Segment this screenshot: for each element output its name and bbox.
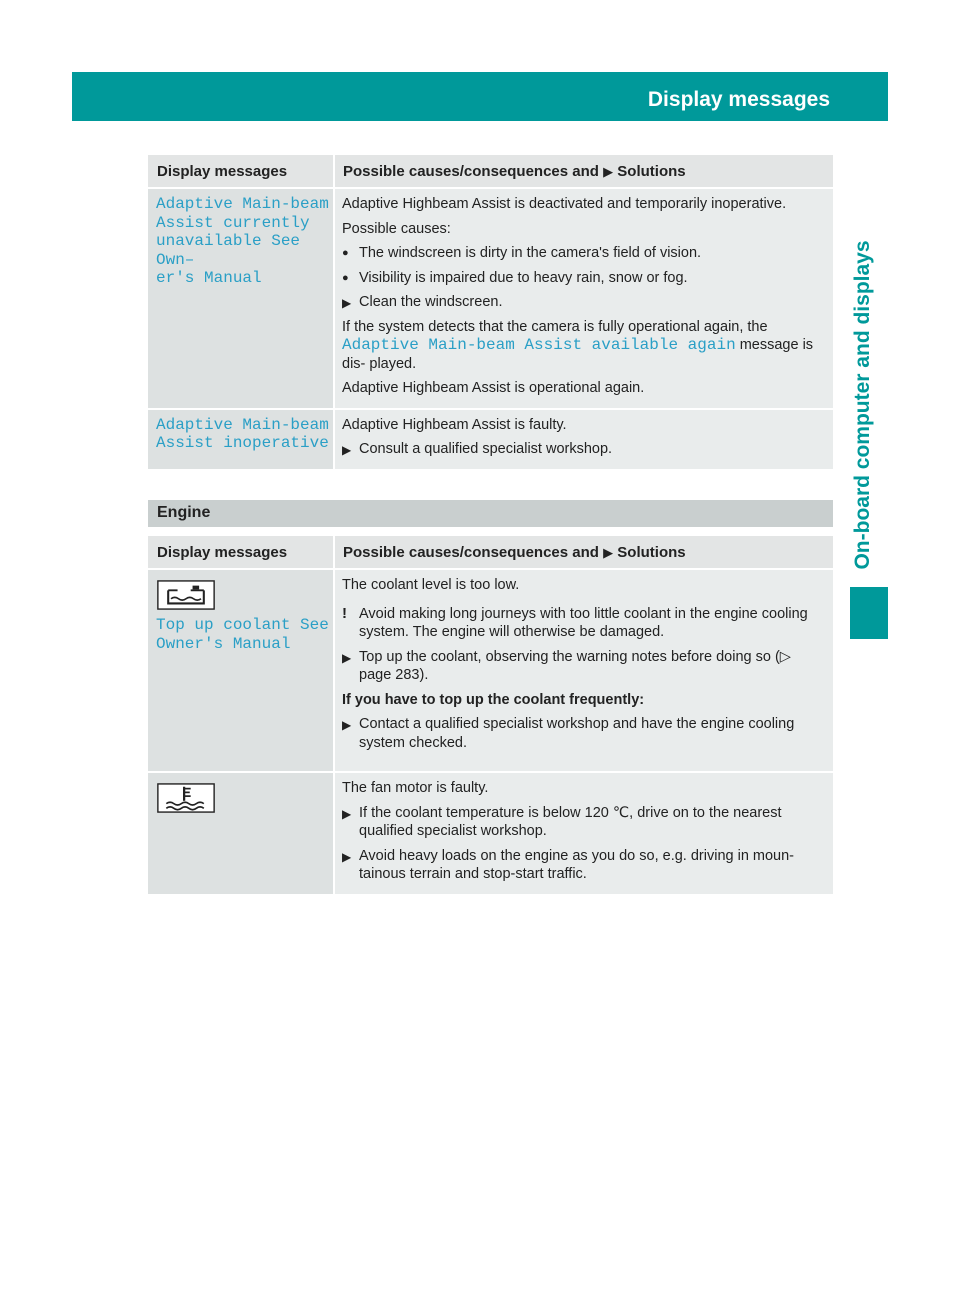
message-cell xyxy=(148,773,335,894)
warning-icon: ! xyxy=(342,604,347,622)
action-item: ▶ Top up the coolant, observing the warning notes before doing so (▷ page 283). xyxy=(342,648,791,683)
causes-label: Possible causes: xyxy=(342,220,451,237)
table-header-row xyxy=(148,155,833,187)
display-message-line: unavailable See Own– xyxy=(156,232,301,269)
display-message-line: er's Manual xyxy=(156,269,262,287)
causes-cell xyxy=(335,773,833,894)
display-message-line: Assist currently xyxy=(156,213,310,232)
side-tab-text: On-board computer and displays xyxy=(851,240,874,570)
cause-intro: The coolant level is too low. xyxy=(342,577,520,593)
cause-item: ● Visibility is impaired due to heavy rain, snow or fog. xyxy=(342,269,688,286)
solution-arrow-icon: ▶ xyxy=(603,164,614,179)
page-reference[interactable]: page 283 xyxy=(359,667,420,683)
action-arrow-icon: ▶ xyxy=(342,849,352,864)
action-item: ▶ Contact a qualified specialist workshop and have the engine cooling system checked. xyxy=(342,716,795,751)
action-arrow-icon: ▶ xyxy=(342,650,352,665)
display-message-line: Owner's Manual xyxy=(156,634,291,653)
page-number: 231 xyxy=(919,92,949,111)
message-cell xyxy=(148,189,335,408)
page-header xyxy=(72,72,949,121)
action-arrow-icon: ▶ xyxy=(342,296,352,310)
action-arrow-icon: ▶ xyxy=(342,443,352,457)
subheading: If you have to top up the coolant frequently: xyxy=(342,691,645,708)
warning-item: ! Avoid making long journeys with too little coolant in the engine cooling system. The engine will otherwise be damaged. xyxy=(342,604,808,640)
page-reference-icon: ▷ xyxy=(779,648,791,665)
action-item: ▶ If the coolant temperature is below 120 ℃, drive on to the nearest qualified specialist workshop. xyxy=(342,804,782,839)
outro-paragraph: Adaptive Highbeam Assist is operational again. xyxy=(342,380,645,396)
message-cell xyxy=(148,410,335,469)
col-header-display-messages: Display messages xyxy=(148,155,335,187)
cause-intro: The fan motor is faulty. xyxy=(342,780,489,796)
side-tab-marker xyxy=(850,587,888,639)
coolant-temperature-icon xyxy=(156,783,216,813)
note-paragraph: If the system detects that the camera is fully operational again, the Adaptive Main-beam Assist available again message is dis- played. xyxy=(342,318,814,372)
col-header-display-messages: Display messages xyxy=(148,536,335,568)
header-title: Display messages xyxy=(647,88,830,111)
table-row xyxy=(148,189,833,408)
action-item: ▶ Avoid heavy loads on the engine as you do so, e.g. driving in moun- tainous terrain and stop-start traffic. xyxy=(342,847,795,882)
cause-item: ● The windscreen is dirty in the camera's field of vision. xyxy=(342,245,702,261)
table-row xyxy=(148,410,833,469)
solution-arrow-icon: ▶ xyxy=(603,545,614,560)
causes-cell xyxy=(335,189,833,408)
display-message-line: Top up coolant See xyxy=(156,616,329,634)
display-message-line: Adaptive Main-beam xyxy=(156,415,329,434)
cause-intro: Adaptive Highbeam Assist is faulty. xyxy=(342,416,567,433)
col-header-causes-solutions: Possible causes/consequences and ▶ Solutions xyxy=(335,536,833,568)
action-arrow-icon: ▶ xyxy=(342,806,352,821)
header-divider xyxy=(903,72,906,121)
display-messages-table-2 xyxy=(148,536,833,894)
action-item: ▶ Consult a qualified specialist workshop. xyxy=(342,440,827,459)
section-heading-bar xyxy=(148,500,833,527)
inline-display-message: Adaptive Main-beam Assist available again xyxy=(342,336,736,354)
causes-cell xyxy=(335,570,833,771)
display-message-line: Adaptive Main-beam xyxy=(156,195,329,213)
display-messages-table-1 xyxy=(148,155,833,469)
message-cell xyxy=(148,570,335,771)
table-row xyxy=(148,773,833,894)
action-item: ▶ Clean the windscreen. xyxy=(342,293,827,312)
cause-intro: Adaptive Highbeam Assist is deactivated and temporarily inoperative. xyxy=(342,196,787,212)
col-header-causes-solutions: Possible causes/consequences and ▶ Solutions xyxy=(335,155,833,187)
action-arrow-icon: ▶ xyxy=(342,718,352,732)
side-tab-label xyxy=(843,225,883,585)
bullet-icon: ● xyxy=(342,271,349,284)
causes-cell xyxy=(335,410,833,469)
coolant-level-icon xyxy=(156,580,216,610)
section-title: Engine xyxy=(157,504,211,521)
table-header-row xyxy=(148,536,833,568)
table-row xyxy=(148,570,833,771)
bullet-icon: ● xyxy=(342,247,349,259)
display-message-line: Assist inoperative xyxy=(156,434,329,452)
